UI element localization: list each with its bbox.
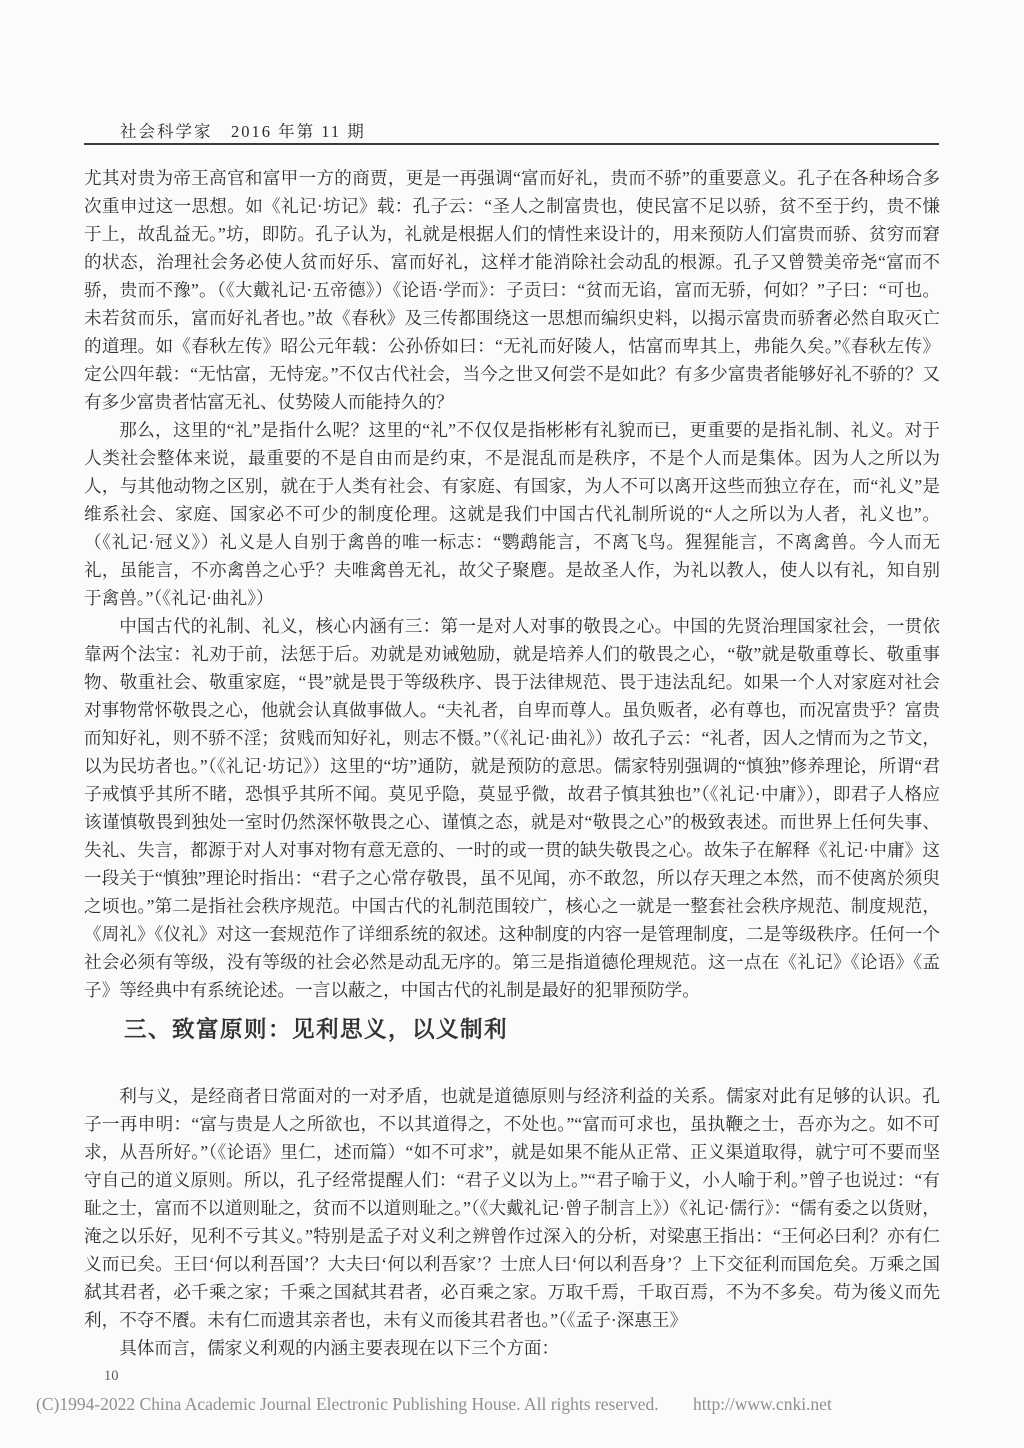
paragraph: 尤其对贵为帝王高官和富甲一方的商贾，更是一再强调“富而好礼，贵而不骄”的重要意义。孔子在各种场合多次重申过这一思想。如《礼记·坊记》载：孔子云：“圣人之制富贵也，使民富不足以骄，贫不至于约，贵不慊于上，故乱益无。”坊，即防。孔子认为，礼就是根据人们的情性来设计的，用来预防人们富贵而骄、贫穷而窘的状态，治理社会务必使人贫而好乐、富而好礼，这样才能消除社会动乱的根源。孔子又曾赞美帝尧“富而不骄，贵而不豫”。（《大戴礼记·五帝德》）《论语·学而》：子贡曰：“贫而无谄，富而无骄，何如？”子曰：“可也。未若贫而乐，富而好礼者也。”故《春秋》及三传都围绕这一思想而编织史料，以揭示富贵而骄奢必然自取灭亡的道理。如《春秋左传》昭公元年载：公孙侨如曰：“无礼而好陵人，怙富而卑其上，弗能久矣。”《春秋左传》定公四年载：“无怙富，无恃宠。”不仅古代社会，当今之世又何尝不是如此？有多少富贵者能够好礼不骄的？又有多少富贵者怙富无礼、仗势陵人而能持久的？ xyxy=(84,168,940,412)
copyright-notice: (C)1994-2022 China Academic Journal Electronic Publishing House. All rights reserved. xyxy=(36,1394,659,1414)
paragraph: 中国古代的礼制、礼义，核心内涵有三：第一是对人对事的敬畏之心。中国的先贤治理国家社会，一贯依靠两个法宝：礼劝于前，法惩于后。劝就是劝诫勉励，就是培养人们的敬畏之心，“敬”就是敬重尊长、敬重事物、敬重社会、敬重家庭，“畏”就是畏于等级秩序、畏于法律规范、畏于违法乱纪。如果一个人对家庭对社会对事物常怀敬畏之心，他就会认真做事做人。“夫礼者，自卑而尊人。虽负贩者，必有尊也，而况富贵乎？富贵而知好礼，则不骄不淫；贫贱而知好礼，则志不慑。”（《礼记·曲礼》）故孔子云：“礼者，因人之情而为之节文，以为民坊者也。”（《礼记·坊记》）这里的“坊”通防，就是预防的意思。儒家特别强调的“慎独”修养理论，所谓“君子戒慎乎其所不睹，恐惧乎其所不闻。莫见乎隐，莫显乎微，故君子慎其独也”（《礼记·中庸》），即君子人格应该谨慎敬畏到独处一室时仍然深怀敬畏之心、谨慎之态，就是对“敬畏之心”的极致表述。而世界上任何失事、失礼、失言，都源于对人对事对物有意无意的、一时的或一贯的缺失敬畏之心。故朱子在解释《礼记·中庸》这一段关于“慎独”理论时指出：“君子之心常存敬畏，虽不见闻，亦不敢忽，所以存天理之本然，而不使离於须臾之顷也。”第二是指社会秩序规范。中国古代的礼制范围较广，核心之一就是一整套社会秩序规范、制度规范，《周礼》《仪礼》对这一套规范作了详细系统的叙述。这种制度的内容一是管理制度，二是等级秩序。任何一个社会必须有等级，没有等级的社会必然是动乱无序的。第三是指道德伦理规范。这一点在《礼记》《论语》《孟子》等经典中有系统论述。一言以蔽之，中国古代的礼制是最好的犯罪预防学。 xyxy=(84,616,940,1000)
cnki-url: http://www.cnki.net xyxy=(692,1394,832,1414)
copyright-line xyxy=(36,1394,996,1415)
journal-header: 社会科学家 2016 年第 11 期 xyxy=(120,122,366,141)
page-number: 10 xyxy=(104,1368,119,1384)
section-heading: 三、致富原则：见利思义，以义制利 xyxy=(124,1017,509,1042)
article-body xyxy=(84,164,940,1362)
header-divider xyxy=(84,143,939,145)
paragraph: 利与义，是经商者日常面对的一对矛盾，也就是道德原则与经济利益的关系。儒家对此有足够的认识。孔子一再申明：“富与贵是人之所欲也，不以其道得之，不处也。”“富而可求也，虽执鞭之士，吾亦为之。如不可求，从吾所好。”（《论语》里仁，述而篇）“如不可求”，就是如果不能从正常、正义渠道取得，就宁可不要而坚守自己的道义原则。所以，孔子经常提醒人们：“君子义以为上。”“君子喻于义，小人喻于利。”曾子也说过：“有耻之士，富而不以道则耻之，贫而不以道则耻之。”（《大戴礼记·曾子制言上》）《礼记·儒行》：“儒有委之以货财，淹之以乐好，见利不亏其义。”特别是孟子对义利之辨曾作过深入的分析，对梁惠王指出：“王何必曰利？亦有仁义而已矣。王曰‘何以利吾国’？大夫曰‘何以利吾家’？士庶人曰‘何以利吾身’？上下交征利而国危矣。万乘之国弑其君者，必千乘之家；千乘之国弑其君者，必百乘之家。万取千焉，千取百焉，不为不多矣。苟为後义而先利，不夺不餍。未有仁而遗其亲者也，未有义而後其君者也。”（《孟子·深惠王》 xyxy=(84,1086,940,1330)
paragraph: 具体而言，儒家义利观的内涵主要表现在以下三个方面： xyxy=(119,1338,560,1358)
paragraph: 那么，这里的“礼”是指什么呢？这里的“礼”不仅仅是指彬彬有礼貌而已，更重要的是指礼制、礼义。对于人类社会整体来说，最重要的不是自由而是约束，不是混乱而是秩序，不是个人而是集体。因为人之所以为人，与其他动物之区别，就在于人类有社会、有家庭、有国家，为人不可以离开这些而独立存在，而“礼义”是维系社会、家庭、国家必不可少的制度伦理。这就是我们中国古代礼制所说的“人之所以为人者，礼义也”。（《礼记·冠义》）礼义是人自别于禽兽的唯一标志：“鹦鹉能言，不离飞鸟。猩猩能言，不离禽兽。今人而无礼，虽能言，不亦禽兽之心乎？夫唯禽兽无礼，故父子聚麀。是故圣人作，为礼以教人，使人以有礼，知自别于禽兽。”（《礼记·曲礼》） xyxy=(84,420,940,608)
